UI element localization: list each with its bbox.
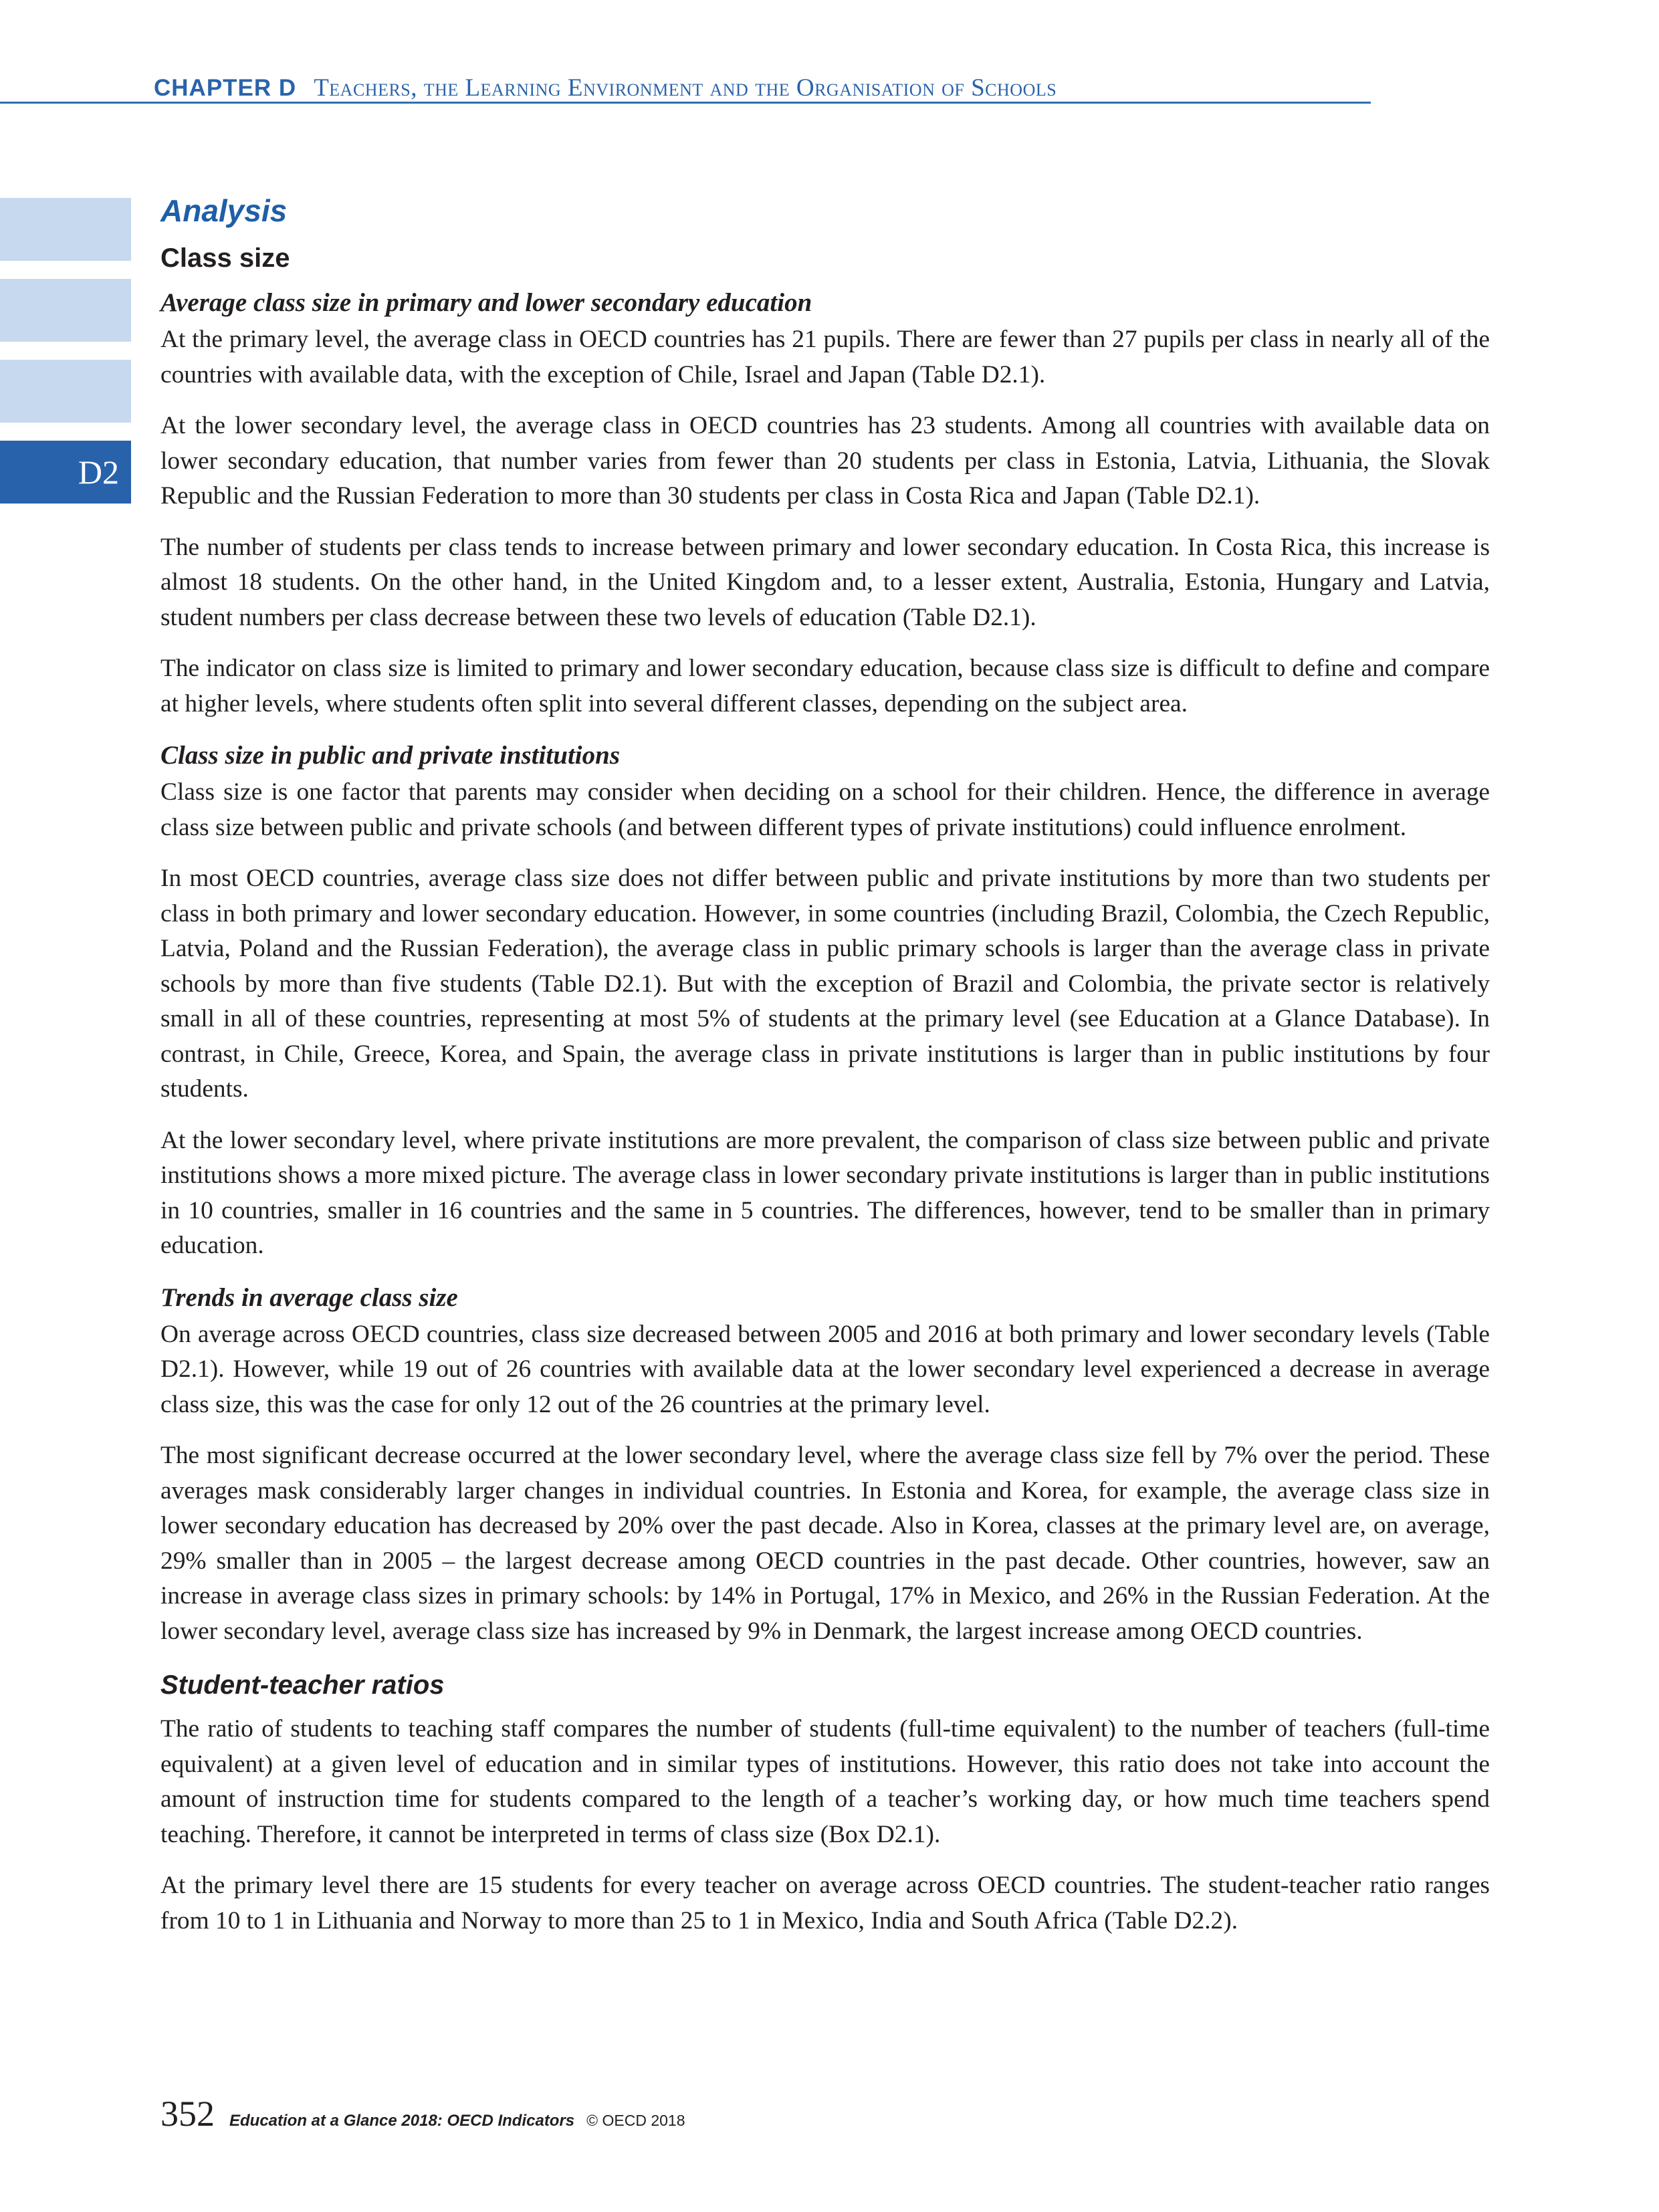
paragraph: On average across OECD countries, class size decreased between 2005 and 2016 at both primary and lower secondary levels (Table D2.1). However, while 19 out of 26 countries with available data at the lower secondary level experienced a decrease in average class size, this was the case for only 12 out of the 26 countries at the primary level. — [160, 1320, 1490, 1418]
chapter-title: Teachers, the Learning Environment and the Organisation of Schools — [314, 74, 1057, 102]
analysis-heading: Analysis — [160, 193, 288, 228]
paragraph: In most OECD countries, average class size does not differ between public and private institutions by more than two students per class in both primary and lower secondary education. However, in some countries (including Brazil, Colombia, the Czech Republic, Latvia, Poland and the Russian Federation), the average class in public primary schools is larger than the average class in private schools by more than five students (Table D2.1). But with the exception of Brazil and Colombia, the private sector is relatively small in all of these countries, representing at most 5% of students at the primary level (see Education at a Glance Database). In contrast, in Chile, Greece, Korea, and Spain, the average class in private institutions is larger than in public institutions by four students. — [160, 865, 1490, 1103]
chapter-label: CHAPTER D — [154, 75, 297, 101]
publication-title: Education at a Glance 2018: OECD Indicators — [229, 2112, 575, 2130]
paragraph: The indicator on class size is limited to primary and lower secondary education, because class size is difficult to define and compare at higher levels, where students often split into several different classes, depending on the subject area. — [160, 655, 1490, 717]
copyright-notice: © OECD 2018 — [586, 2112, 685, 2129]
paragraph: The number of students per class tends to increase between primary and lower secondary education. In Costa Rica, this increase is almost 18 students. On the other hand, in the United Kingdom and, to a lesser extent, Australia, Estonia, Hungary and Latvia, student numbers per class decrease between these two levels of education (Table D2.1). — [160, 533, 1490, 631]
student-teacher-ratios-heading: Student-teacher ratios — [160, 1670, 445, 1700]
class-size-heading: Class size — [160, 243, 290, 273]
average-class-size-subheading: Average class size in primary and lower secondary education — [160, 288, 812, 317]
public-private-subheading: Class size in public and private institutions — [160, 741, 620, 770]
paragraph: The ratio of students to teaching staff compares the number of students (full-time equivalent) to the number of teachers (full-time equivalent) at a given level of education and in similar types of institutions. However, this ratio does not take into account the amount of instruction time for students compared to the length of a teacher’s working day, or how much time teachers spend teaching. Therefore, it cannot be interpreted in terms of class size (Box D2.1). — [160, 1715, 1490, 1848]
main-content — [160, 189, 1490, 1955]
paragraph: Class size is one factor that parents may consider when deciding on a school for their children. Hence, the difference in average class size between public and private schools (and between different types of private institutions) could influence enrolment. — [160, 778, 1490, 841]
page-number: 352 — [160, 2094, 215, 2134]
paragraph: At the lower secondary level, where private institutions are more prevalent, the comparison of class size between public and private institutions shows a more mixed picture. The average class in lower secondary private institutions is larger than in public institutions in 10 countries, smaller in 16 countries and the same in 5 countries. The differences, however, tend to be smaller than in primary education. — [160, 1126, 1490, 1259]
trends-subheading: Trends in average class size — [160, 1283, 458, 1312]
side-tab-indicator: D2 — [0, 441, 131, 504]
running-header — [154, 74, 1057, 102]
side-tab-decor-2 — [0, 279, 131, 342]
paragraph: At the primary level, the average class in OECD countries has 21 pupils. There are fewer than 27 pupils per class in nearly all of the countries with available data, with the exception of Chile, Israel and Japan (Table D2.1). — [160, 326, 1490, 389]
paragraph: The most significant decrease occurred at the lower secondary level, where the average class size fell by 7% over the period. These averages mask considerably larger changes in individual countries. In Estonia and Korea, for example, the average class size in lower secondary education has decreased by 20% over the past decade. Also in Korea, classes at the primary level are, on average, 29% smaller than in 2005 – the largest decrease among OECD countries in the past decade. Other countries, however, saw an increase in average class sizes in primary schools: by 14% in Portugal, 17% in Mexico, and 26% in the Russian Federation. At the lower secondary level, average class size has increased by 9% in Denmark, the largest increase among OECD countries. — [160, 1442, 1490, 1645]
page-footer — [160, 2093, 685, 2134]
side-tab-decor-1 — [0, 198, 131, 261]
side-tab-decor-3 — [0, 360, 131, 423]
paragraph: At the lower secondary level, the average class in OECD countries has 23 students. Among all countries with available data on lower secondary education, that number varies from fewer than 20 students per class in Estonia, Latvia, Lithuania, the Slovak Republic and the Russian Federation to more than 30 students per class in Costa Rica and Japan (Table D2.1). — [160, 412, 1490, 510]
paragraph: At the primary level there are 15 students for every teacher on average across OECD countries. The student-teacher ratio ranges from 10 to 1 in Lithuania and Norway to more than 25 to 1 in Mexico, India and South Africa (Table D2.2). — [160, 1872, 1490, 1934]
